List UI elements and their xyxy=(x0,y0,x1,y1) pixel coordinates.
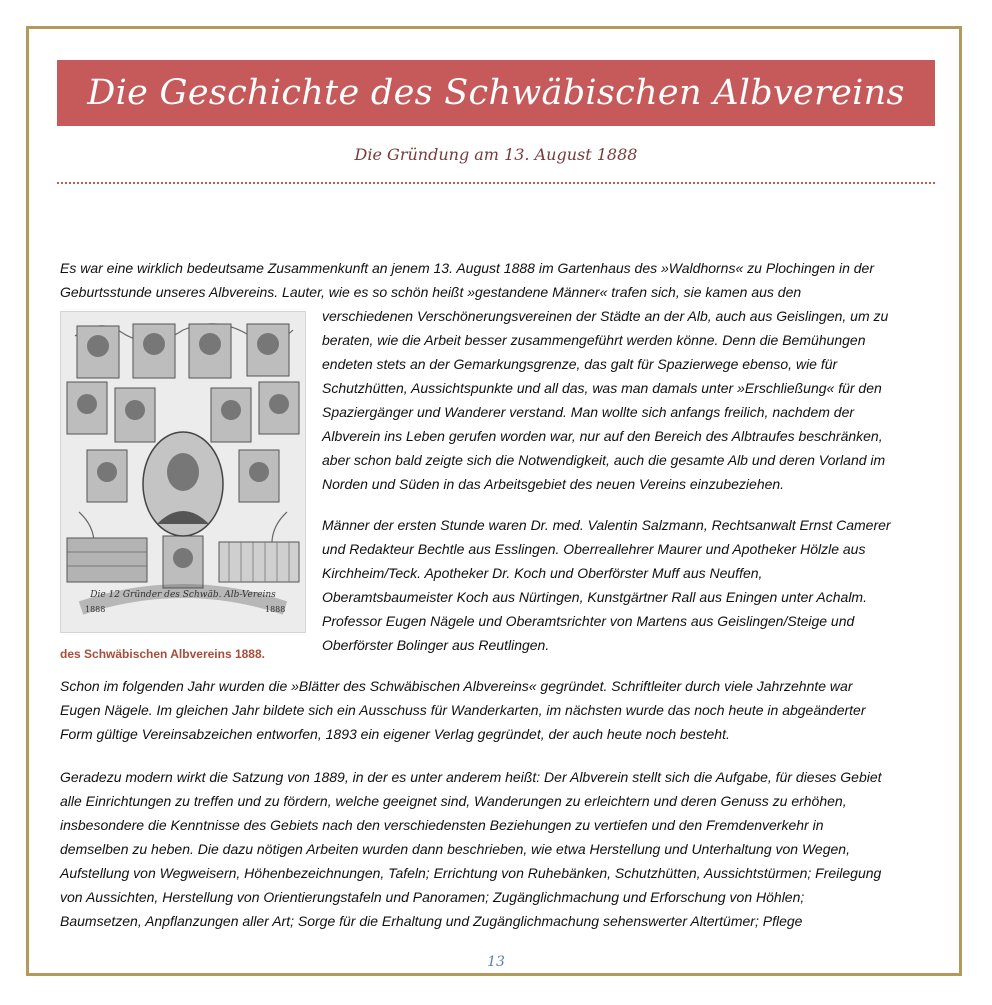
text-line: von Aussichten, Herstellung von Orientierungstafeln und Panoramen; Zugänglichmachung und Erforschung von Höhlen; xyxy=(60,889,805,905)
column-paragraph-1 xyxy=(322,304,934,496)
page-title: Die Geschichte des Schwäbischen Albvereins xyxy=(87,73,905,113)
text-line: insbesondere die Kenntnisse des Gebiets nach den verschiedensten Beziehungen zu vertiefen und den Fremdenverkehr in xyxy=(60,817,824,833)
text-line: beraten, wie die Arbeit besser zusammengeführt werden könne. Denn die Bemühungen xyxy=(322,332,866,348)
text-line: Männer der ersten Stunde waren Dr. med. Valentin Salzmann, Rechtsanwalt Ernst Camerer xyxy=(322,517,891,533)
page-subtitle: Die Gründung am 13. August 1888 xyxy=(354,145,638,164)
text-line: endeten stets an der Gemarkungsgrenze, das galt für Spazierwege ebenso, wie für xyxy=(322,356,838,372)
text-line: verschiedenen Verschönerungsvereinen der Städte an der Alb, auch aus Geislingen, um zu xyxy=(322,308,889,324)
dotted-divider xyxy=(57,182,935,184)
intro-paragraph xyxy=(60,256,935,304)
page-number: 13 xyxy=(487,954,505,970)
text-line: Oberamtsbaumeister Koch aus Nürtingen, Kunstgärtner Rall aus Eningen unter Achalm. xyxy=(322,589,867,605)
text-line: und Redakteur Bechtle aus Esslingen. Oberreallehrer Maurer und Apotheker Hölzle aus xyxy=(322,541,866,557)
title-banner xyxy=(57,60,935,126)
text-line: Kirchheim/Teck. Apotheker Dr. Koch und Oberförster Muff aus Neuffen, xyxy=(322,565,763,581)
text-line: Oberförster Bolinger aus Reutlingen. xyxy=(322,637,550,653)
text-line: aber schon bald zeigte sich die Notwendigkeit, auch die gesamte Alb und deren Vorland im xyxy=(322,452,886,468)
text-line: Norden und Süden in das Arbeitsgebiet des neuen Vereins einzubeziehen. xyxy=(322,476,785,492)
text-line: Aufstellung von Wegweisern, Höhenbezeichnungen, Tafeln; Errichtung von Ruhebänken, Schutzhütten, Aussichtstürmen; Freilegung xyxy=(60,865,882,881)
text-line: Schon im folgenden Jahr wurden die »Blätter des Schwäbischen Albvereins« gegründet. Schriftleiter durch viele Jahrzehnte war xyxy=(60,678,853,694)
text-line: Albverein ins Leben gerufen worden war, nur auf den Bereich des Albtraufes beschränken, xyxy=(322,428,883,444)
text-line: Form gültige Vereinsabzeichen entworfen, 1893 ein eigener Verlag gegründet, der auch heute noch besteht. xyxy=(60,726,730,742)
text-line: Geradezu modern wirkt die Satzung von 1889, in der es unter anderem heißt: Der Albverein stellt sich die Aufgabe, für dieses Gebiet xyxy=(60,769,882,785)
year-left: 1888 xyxy=(85,605,106,614)
text-line: Eugen Nägele. Im gleichen Jahr bildete sich ein Ausschuss für Wanderkarten, im nächsten wurde das noch heute in abgeänderter xyxy=(60,702,866,718)
year-right: 1888 xyxy=(265,605,286,614)
text-line: demselben zu heben. Die dazu nötigen Arbeiten wurden dann beschrieben, wie etwa Herstellung und Unterhaltung von Wegen, xyxy=(60,841,850,857)
column-paragraph-2 xyxy=(322,513,934,657)
photo-caption: des Schwäbischen Albvereins 1888. xyxy=(60,647,265,661)
text-line: alle Einrichtungen zu treffen und zu fördern, welche geeignet sind, Wanderungen zu erleichtern und deren Genuss zu erhöhen, xyxy=(60,793,847,809)
founders-photo xyxy=(60,311,306,633)
text-line: Schutzhütten, Aussichtspunkte und all das, was man damals unter »Erschließung« für den xyxy=(322,380,882,396)
paragraph-4 xyxy=(60,765,935,933)
banner-text: Die 12 Gründer des Schwäb. Alb-Vereins xyxy=(90,590,276,600)
paragraph-3 xyxy=(60,674,935,746)
text-line: Professor Eugen Nägele und Oberamtsrichter von Martens aus Geislingen/Steige und xyxy=(322,613,855,629)
text-line: Baumsetzen, Anpflanzungen aller Art; Sorge für die Erhaltung und Zugänglichmachung sehenswerter Altertümer; Pflege xyxy=(60,913,803,929)
text-line: Es war eine wirklich bedeutsame Zusammenkunft an jenem 13. August 1888 im Gartenhaus des »Waldhorns« zu Plochingen in der xyxy=(60,260,875,276)
text-line: Spaziergänger und Wanderer verstand. Man wollte sich anfangs freilich, nachdem der xyxy=(322,404,855,420)
text-line: Geburtsstunde unseres Albvereins. Lauter, wie es so schön heißt »gestandene Männer« trafen sich, sie kamen aus den xyxy=(60,284,802,300)
founders-collage-illustration xyxy=(61,312,305,632)
